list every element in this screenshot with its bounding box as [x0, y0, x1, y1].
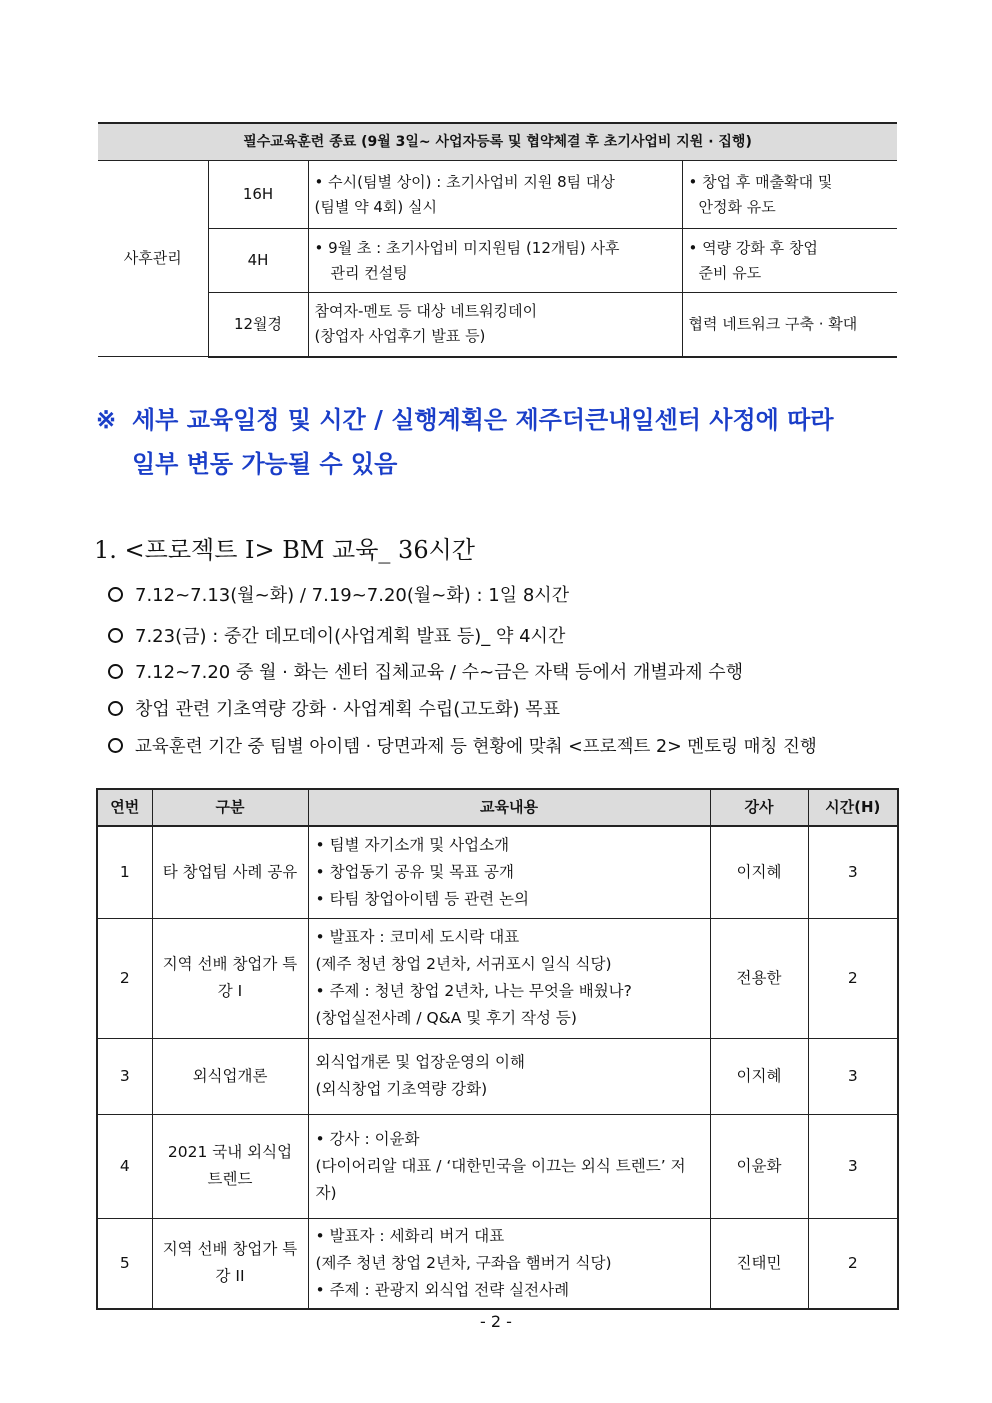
schedule-notice: ※ 세부 교육일정 및 시간 / 실행계획은 제주더큰내일센터 사정에 따라 일부 변동 가능될 수 있음: [96, 398, 901, 486]
table-row: 4 2021 국내 외식업 트렌드 • 강사 : 이윤화 (다이어리알 대표 / ‘대한민국을 이끄는 외식 트렌드’ 저자) 이윤화 3: [97, 1114, 898, 1218]
circle-bullet-icon: [108, 587, 123, 602]
follow-up-content: • 수시(팀별 상이) : 초기사업비 지원 8팀 대상 (팀별 약 4회) 실시: [308, 161, 682, 229]
follow-up-content: • 9월 초 : 초기사업비 미지원팀 (12개팀) 사후 관리 컨설팅: [308, 229, 682, 293]
bullet-item: 7.23(금) : 중간 데모데이(사업계획 발표 등)_ 약 4시간: [108, 624, 565, 650]
follow-up-header: 필수교육훈련 종료 (9월 3일~ 사업자등록 및 협약체결 후 초기사업비 지원 · 집행): [98, 123, 897, 161]
follow-up-category: 사후관리: [98, 161, 208, 357]
circle-bullet-icon: [108, 738, 123, 753]
bullet-item: 7.12~7.20 중 월 · 화는 센터 집체교육 / 수~금은 자택 등에서 개별과제 수행: [108, 660, 743, 686]
section-title: 1. <프로젝트 I> BM 교육_ 36시간: [94, 536, 475, 564]
table-row: 3 외식업개론 외식업개론 및 업장운영의 이해 (외식창업 기초역량 강화) 이지혜 3: [97, 1038, 898, 1114]
table-row: 5 지역 선배 창업가 특강 II • 발표자 : 세화리 버거 대표 (제주 청년 창업 2년차, 구좌읍 햄버거 식당) • 주제 : 관광지 외식업 전략 실전사례 진태민 2: [97, 1218, 898, 1309]
bullet-item: 교육훈련 기간 중 팀별 아이템 · 당면과제 등 현황에 맞춰 <프로젝트 2> 멘토링 매칭 진행: [108, 734, 817, 760]
follow-up-time: 12월경: [208, 293, 308, 357]
follow-up-goal: 협력 네트워크 구축 · 확대: [682, 293, 897, 357]
follow-up-time: 16H: [208, 161, 308, 229]
column-header: 연번: [97, 789, 152, 826]
bullet-item: 창업 관련 기초역량 강화 · 사업계획 수립(고도화) 목표: [108, 697, 560, 723]
follow-up-content: 참여자-멘토 등 대상 네트워킹데이 (창업자 사업후기 발표 등): [308, 293, 682, 357]
follow-up-table: [98, 122, 897, 358]
bullet-item: 7.12~7.13(월~화) / 7.19~7.20(월~화) : 1일 8시간: [108, 583, 569, 609]
column-header: 강사: [710, 789, 808, 826]
circle-bullet-icon: [108, 664, 123, 679]
circle-bullet-icon: [108, 701, 123, 716]
table-row: 1 타 창업팀 사례 공유 • 팀별 자기소개 및 사업소개 • 창업동기 공유 및 목표 공개 • 타팀 창업아이템 등 관련 논의 이지혜 3: [97, 826, 898, 918]
follow-up-goal: • 역량 강화 후 창업 준비 유도: [682, 229, 897, 293]
table-row: 2 지역 선배 창업가 특강 I • 발표자 : 코미세 도시락 대표 (제주 청년 창업 2년차, 서귀포시 일식 식당) • 주제 : 청년 창업 2년차, 나는 무엇을 배웠나? (창업실전사례 / Q&A 및 후기 작성 등) 전용한 2: [97, 918, 898, 1038]
follow-up-time: 4H: [208, 229, 308, 293]
column-header: 시간(H): [808, 789, 898, 826]
column-header: 교육내용: [308, 789, 710, 826]
column-header: 구분: [152, 789, 308, 826]
reference-mark: ※: [96, 405, 117, 434]
page-number: - 2 -: [480, 1312, 512, 1331]
circle-bullet-icon: [108, 628, 123, 643]
follow-up-goal: • 창업 후 매출확대 및 안정화 유도: [682, 161, 897, 229]
curriculum-table: [96, 788, 899, 1310]
